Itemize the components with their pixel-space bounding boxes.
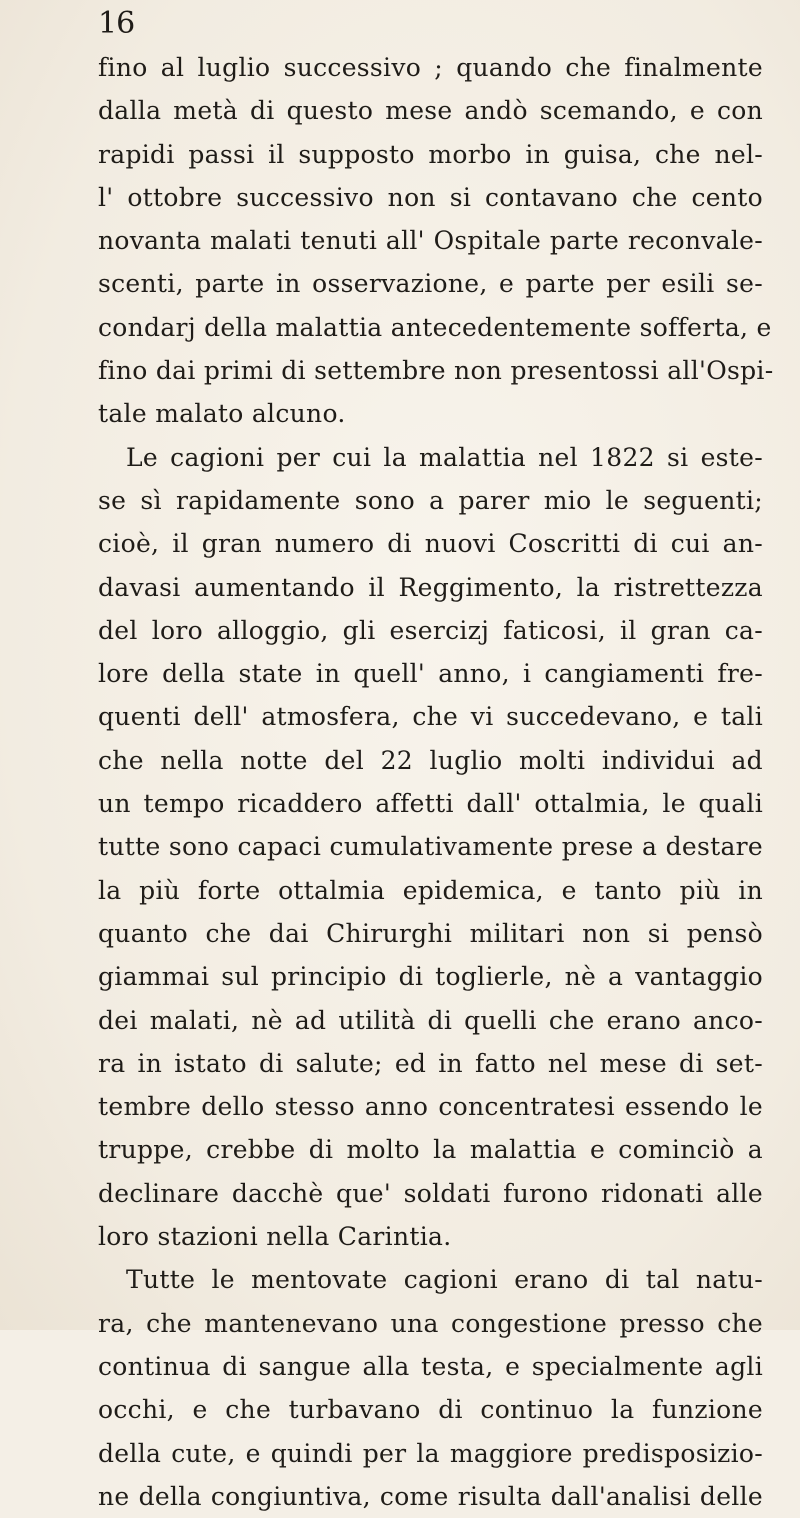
paragraph-start-line: Tutte le mentovate cagioni erano di tal natu- [126, 1265, 763, 1295]
text-line: l' ottobre successivo non si contavano che cento [98, 182, 763, 212]
text-line: occhi, e che turbavano di continuo la funzione [98, 1395, 763, 1425]
text-line: tale malato alcuno. [98, 399, 346, 429]
text-line: tembre dello stesso anno concentratesi essendo le [98, 1092, 763, 1122]
text-line: ne della congiuntiva, come risulta dall'analisi delle [98, 1481, 763, 1511]
text-line: davasi aumentando il Reggimento, la ristrettezza [98, 572, 763, 602]
text-line: la più forte ottalmia epidemica, e tanto più in [98, 875, 763, 905]
text-line: loro stazioni nella Carintia. [98, 1222, 452, 1252]
text-line: dei malati, nè ad utilità di quelli che erano anco- [98, 1005, 763, 1035]
text-line: quenti dell' atmosfera, che vi succedevano, e tali [98, 702, 763, 732]
text-line: della cute, e quindi per la maggiore predisposizio- [98, 1438, 763, 1468]
text-line: ra, che mantenevano una congestione presso che [98, 1308, 763, 1338]
text-line: se sì rapidamente sono a parer mio le seguenti; [98, 485, 763, 515]
body-text [98, 46, 774, 1518]
text-line: lore della state in quell' anno, i cangiamenti fre- [98, 659, 763, 689]
text-line: che nella notte del 22 luglio molti individui ad [98, 745, 763, 775]
text-line: dalla metà di questo mese andò scemando, e con [98, 96, 763, 126]
text-line: fino dai primi di settembre non presentossi all'Ospi- [98, 356, 774, 386]
text-line: condarj della malattia antecedentemente sofferta, e [98, 312, 772, 342]
text-line: scenti, parte in osservazione, e parte per esili se- [98, 269, 763, 299]
page-number: 16 [98, 6, 135, 41]
text-line: rapidi passi il supposto morbo in guisa, che nel- [98, 139, 763, 169]
text-line: ra in istato di salute; ed in fatto nel mese di set- [98, 1048, 763, 1078]
text-line: continua di sangue alla testa, e specialmente agli [98, 1351, 763, 1381]
text-line: del loro alloggio, gli esercizj faticosi, il gran ca- [98, 615, 763, 645]
text-line: fino al luglio successivo ; quando che finalmente [98, 53, 763, 82]
text-line: declinare dacchè que' soldati furono ridonati alle [98, 1178, 763, 1208]
text-line: giammai sul principio di toglierle, nè a vantaggio [98, 962, 763, 992]
text-line: un tempo ricaddero affetti dall' ottalmia, le quali [98, 789, 763, 819]
paragraph-start-line: Le cagioni per cui la malattia nel 1822 si este- [126, 442, 763, 472]
text-line: tutte sono capaci cumulativamente prese a destare [98, 832, 763, 862]
text-line: quanto che dai Chirurghi militari non si pensò [98, 918, 763, 948]
text-line: novanta malati tenuti all' Ospitale parte reconvale- [98, 226, 763, 256]
text-line: truppe, crebbe di molto la malattia e cominciò a [98, 1135, 763, 1165]
text-line: cioè, il gran numero di nuovi Coscritti di cui an- [98, 529, 763, 559]
